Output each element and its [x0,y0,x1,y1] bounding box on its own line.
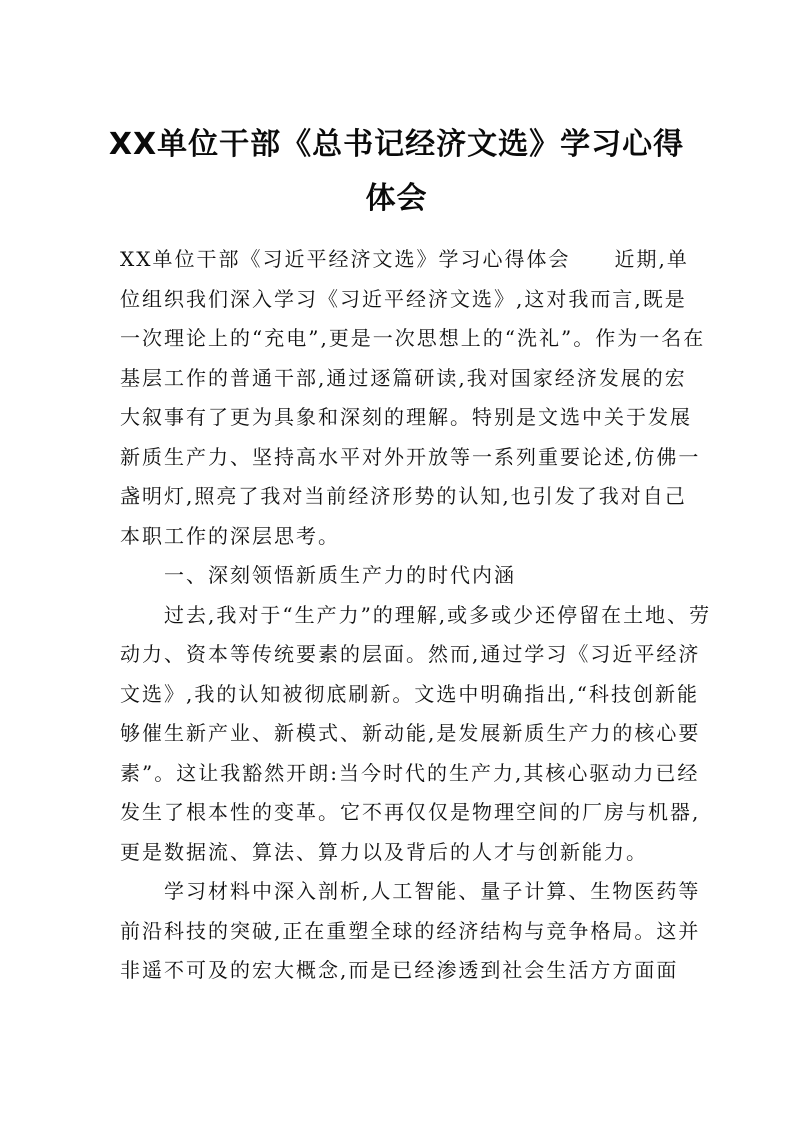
paragraph-line: 过去,我对于“生产力”的理解,或多或少还停留在土地、劳 [164,602,712,627]
paragraph-line: 位组织我们深入学习《习近平经济文选》,这对我而言,既是 [120,286,687,311]
paragraph-line-segment: 近期,单 [614,247,689,271]
document-title [100,118,693,226]
paragraph-line-segment: XX单位干部《习近平经济文选》学习心得体会 [120,247,571,271]
title-line-1: XX单位干部《总书记经济文选》学习心得 [108,127,685,162]
paragraph-line: 基层工作的普通干部,通过逐篇研读,我对国家经济发展的宏 [120,365,687,390]
paragraph-line: 非遥不可及的宏大概念,而是已经渗透到社会生活方方面面 [120,958,679,982]
paragraph-line: 动力、资本等传统要素的层面。然而,通过学习《习近平经济 [120,642,701,666]
paragraph-line: 新质生产力、坚持高水平对外开放等一系列重要论述,仿佛一 [120,444,701,469]
document-body [120,240,712,991]
paragraph-line: 学习材料中深入剖析,人工智能、量子计算、生物医药等 [164,879,701,903]
paragraph-line [120,240,689,280]
paragraph-line: 够催生新产业、新模式、新动能,是发展新质生产力的核心要 [120,721,701,745]
paragraph-line: 文选》,我的认知被彻底刷新。文选中明确指出,“科技创新能 [120,681,699,706]
paragraph-line: 本职工作的深层思考。 [120,523,340,548]
paragraph-line: 大叙事有了更为具象和深刻的理解。特别是文选中关于发展 [120,405,692,429]
paragraph-line: 一次理论上的“充电”,更是一次思想上的“洗礼”。作为一名在 [120,326,706,350]
paragraph-line: 素”。这让我豁然开朗:当今时代的生产力,其核心驱动力已经 [120,760,700,785]
paragraph-line: 前沿科技的突破,正在重塑全球的经济结构与竞争格局。这并 [120,918,701,943]
title-line-2: 体会 [365,181,428,216]
section-heading: 一、深刻领悟新质生产力的时代内涵 [164,563,516,587]
paragraph-line: 盏明灯,照亮了我对当前经济形势的认知,也引发了我对自己 [120,484,687,508]
paragraph-line: 发生了根本性的变革。它不再仅仅是物理空间的厂房与机器, [120,800,701,824]
paragraph-line: 更是数据流、算法、算力以及背后的人才与创新能力。 [120,839,648,864]
